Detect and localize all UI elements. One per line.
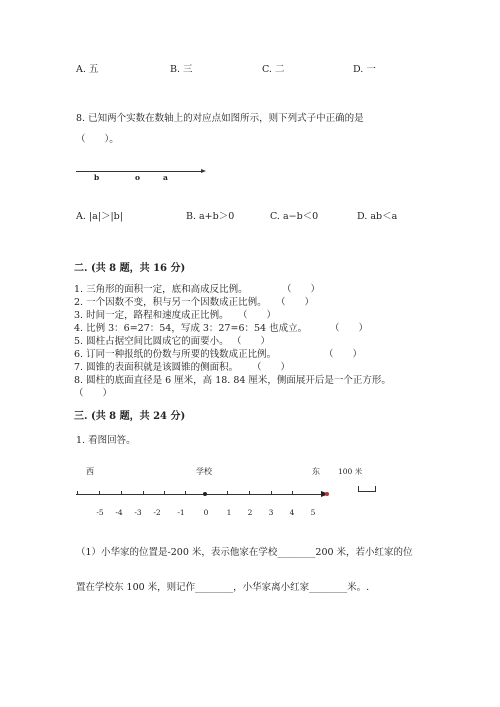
q8-axis-label-a: a <box>163 173 168 182</box>
s2-item-6: 6. 订同一种报纸的份数与所要的钱数成正比例。 <box>74 349 277 360</box>
s3-tick <box>271 491 272 495</box>
s3-east-point <box>325 492 329 496</box>
s3-tick-label: 1 <box>226 508 232 517</box>
q7-option-b: B. 三 <box>170 64 193 75</box>
s3-label-school: 学校 <box>196 467 212 476</box>
q8-option-b: B. a+b＞0 <box>186 211 235 222</box>
s3-tick-label: 5 <box>310 508 316 517</box>
s2-item-3: 3. 时间一定，路程和速度成正比例。 <box>74 310 229 321</box>
s3-tick-label: 0 <box>203 508 209 517</box>
q8-number-line <box>76 170 206 184</box>
s3-tick <box>292 491 293 495</box>
s3-tick <box>99 491 100 495</box>
s3-tick <box>249 491 250 495</box>
s3-tick-label: -2 <box>153 508 161 517</box>
q8-option-d: D. ab＜a <box>357 211 398 222</box>
s3-tick <box>227 491 228 495</box>
s3-tick-label: -4 <box>115 508 123 517</box>
q8-axis-arrow-icon <box>201 169 206 173</box>
q8-option-a: A. |a|＞|b| <box>76 211 123 222</box>
s2-item-7-paren: （ ） <box>252 362 291 373</box>
s3-label-scale: 100 米 <box>338 467 363 476</box>
s3-tick <box>164 491 165 495</box>
s3-tick <box>121 491 122 495</box>
s2-item-4: 4. 比例 3：6=27：54，写成 3：27=6：54 也成立。 <box>74 323 308 334</box>
q8-axis-label-o: o <box>135 173 141 182</box>
q8-option-c: C. a−b＜0 <box>270 211 319 222</box>
s3-q1-line1: （1）小华家的位置是-200 米，表示他家在学校________200 米，若小红家的位 <box>76 547 413 558</box>
s2-item-1-paren: （ ） <box>282 284 321 295</box>
s2-item-6-paren: （ ） <box>324 349 363 360</box>
s3-tick <box>77 491 78 495</box>
s3-label-west: 西 <box>86 467 94 476</box>
s3-scale-bracket <box>358 486 376 492</box>
s2-item-1: 1. 三角形的面积一定，底和高成反比例。 <box>74 284 248 295</box>
q8-axis-line <box>76 171 202 172</box>
section2-title: 二. (共 8 题，共 16 分) <box>74 263 186 274</box>
s3-tick-label: -3 <box>134 508 142 517</box>
q8-stem: 8. 已知两个实数在数轴上的对应点如图所示，则下列式子中正确的是 <box>76 113 364 124</box>
s3-tick-label: 3 <box>268 508 274 517</box>
s3-tick-label: 4 <box>289 508 295 517</box>
s2-item-7: 7. 圆锥的表面积就是该圆锥的侧面积。 <box>74 362 239 373</box>
s3-tick-label: 2 <box>247 508 253 517</box>
s3-tick <box>185 491 186 495</box>
q7-option-d: D. 一 <box>353 64 376 75</box>
s2-item-2-paren: （ ） <box>276 297 315 308</box>
s2-item-8-paren: （ ） <box>74 388 113 399</box>
s3-q1-stem: 1. 看图回答。 <box>76 435 136 446</box>
s3-label-east: 东 <box>312 467 320 476</box>
s3-axis-line <box>76 494 328 495</box>
s2-item-4-paren: （ ） <box>330 323 369 334</box>
s2-item-5: 5. 圆柱占据空间比圆成它的面要小。 <box>74 336 229 347</box>
s2-item-5-paren: （ ） <box>232 336 271 347</box>
section3-title: 三. (共 8 题，共 24 分) <box>74 411 186 422</box>
s2-item-2: 2. 一个因数不变，积与另一个因数成正比例。 <box>74 297 267 308</box>
q8-axis-label-b: b <box>94 173 100 182</box>
s3-tick-label: -1 <box>177 508 185 517</box>
s3-tick <box>143 491 144 495</box>
s3-q1-line2: 置在学校东 100 米，则记作________，小华家离小红家________米。. <box>76 582 370 593</box>
q8-paren: （ ）。 <box>76 134 119 145</box>
s3-tick-label: -5 <box>96 508 104 517</box>
s3-number-line-diagram <box>74 466 384 526</box>
s3-school-point <box>203 492 207 496</box>
s2-item-8: 8. 圆柱的底面直径是 6 厘米，高 18. 84 厘米，侧面展开后是一个正方形。 <box>74 375 391 386</box>
q7-option-a: A. 五 <box>76 64 99 75</box>
q7-option-c: C. 二 <box>262 64 285 75</box>
s2-item-3-paren: （ ） <box>238 310 277 321</box>
